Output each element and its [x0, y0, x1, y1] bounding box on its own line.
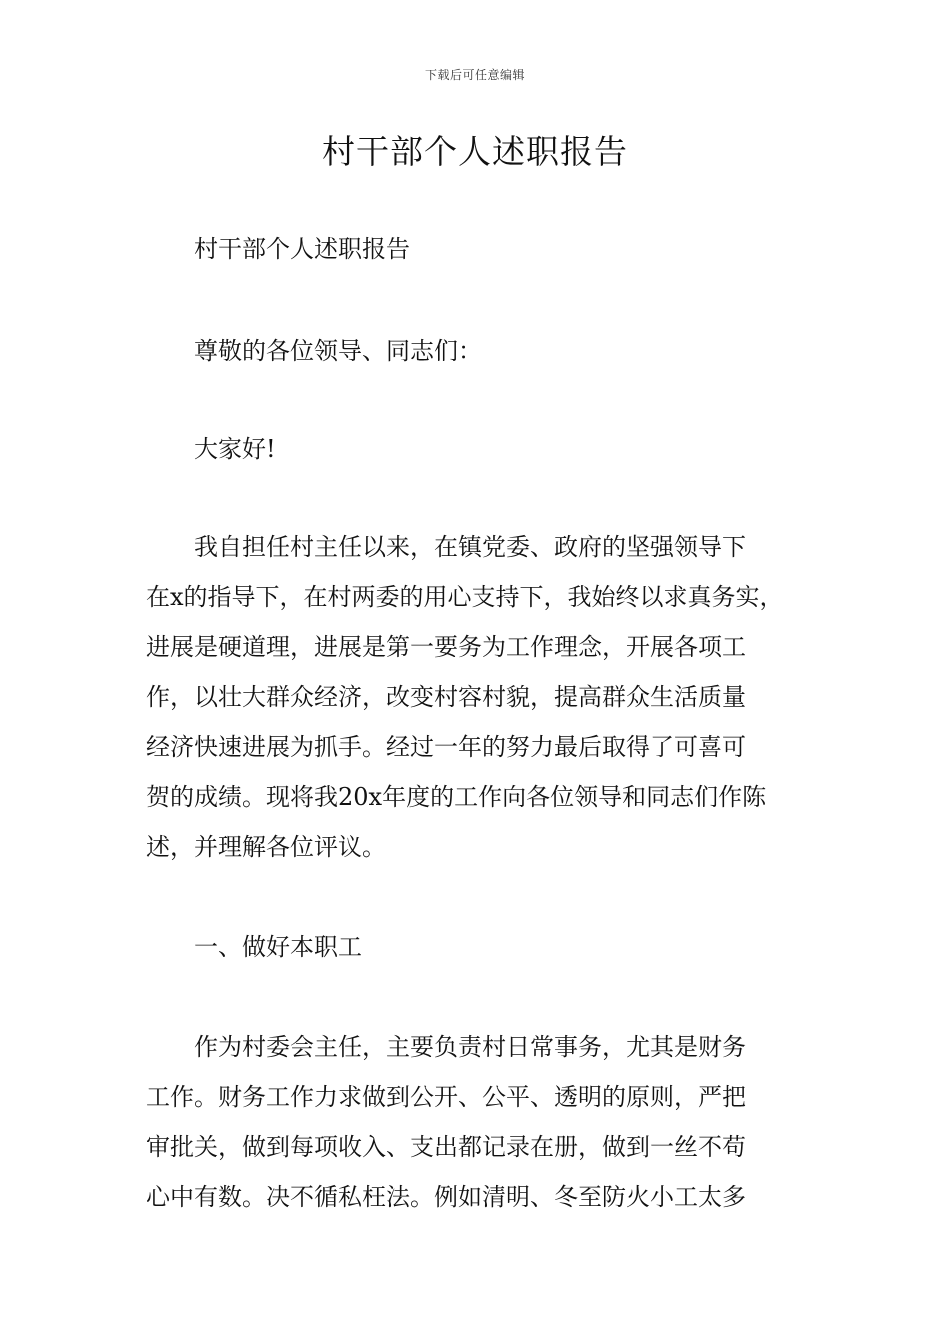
paragraph-line: 贺的成绩。现将我20x年度的工作向各位领导和同志们作陈: [146, 783, 767, 811]
paragraph-line: 审批关，做到每项收入、支出都记录在册，做到一丝不苟: [146, 1133, 746, 1161]
paragraph-line: 心中有数。决不循私枉法。例如清明、冬至防火小工太多: [146, 1183, 746, 1211]
document-subtitle: 村干部个人述职报告: [194, 235, 410, 263]
paragraph-line: 作，以壮大群众经济，改变村容村貌，提高群众生活质量: [146, 683, 746, 711]
paragraph-line: 在x的指导下，在村两委的用心支持下，我始终以求真务实，: [146, 583, 784, 611]
header-note: 下载后可任意编辑: [424, 68, 525, 82]
paragraph-line: 工作。财务工作力求做到公开、公平、透明的原则，严把: [146, 1083, 746, 1111]
document-title: 村干部个人述职报告: [322, 132, 628, 171]
paragraph-line: 进展是硬道理，进展是第一要务为工作理念，开展各项工: [146, 633, 746, 661]
salutation: 尊敬的各位领导、同志们：: [194, 337, 482, 365]
section-heading: 一、做好本职工: [194, 933, 362, 961]
paragraph-line: 我自担任村主任以来，在镇党委、政府的坚强领导下: [194, 533, 746, 561]
paragraph-line: 述，并理解各位评议。: [146, 833, 386, 861]
greeting: 大家好!: [194, 435, 276, 463]
paragraph-line: 作为村委会主任，主要负责村日常事务，尤其是财务: [194, 1033, 746, 1061]
paragraph-line: 经济快速进展为抓手。经过一年的努力最后取得了可喜可: [146, 733, 746, 761]
